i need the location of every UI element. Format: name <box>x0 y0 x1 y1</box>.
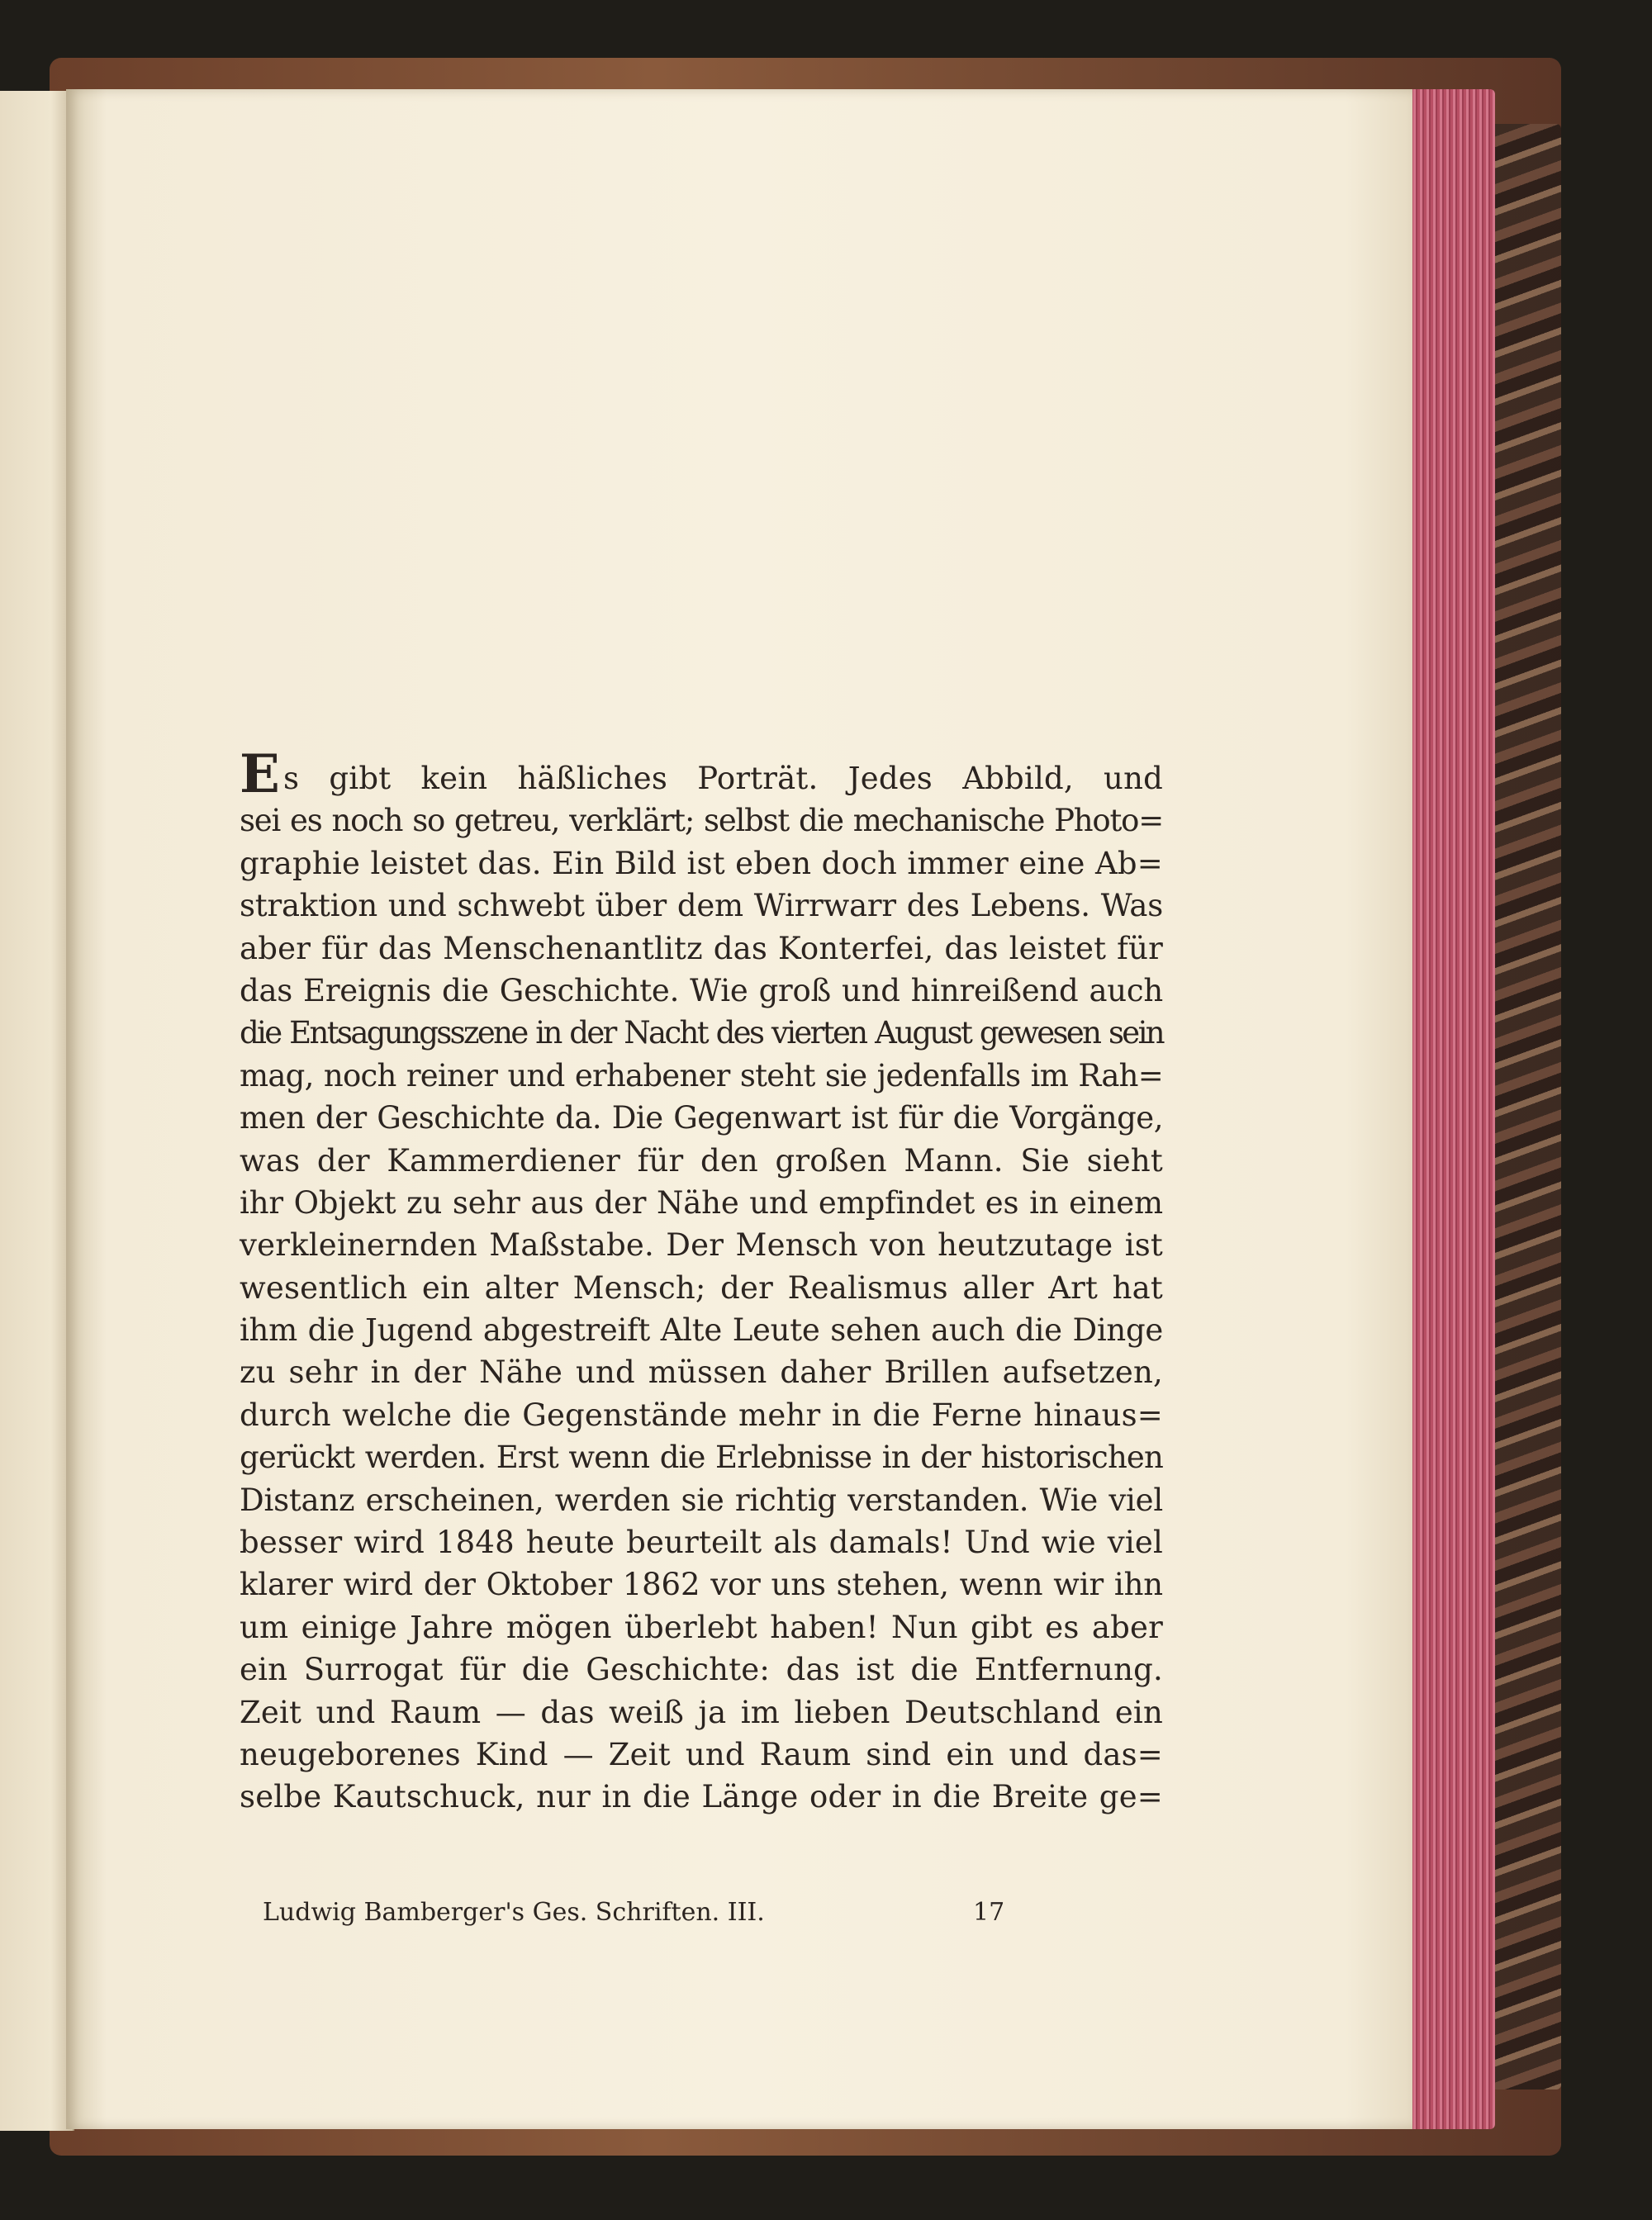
text-line: durch welche die Gegenstände mehr in die Ferne hinaus= <box>240 1397 1163 1433</box>
text-line: um einige Jahre mögen überlebt haben! Nun gibt es aber <box>240 1609 1163 1645</box>
text-line: gerückt werden. Erst wenn die Erlebnisse in der historischen <box>240 1440 1163 1476</box>
text-line: klarer wird der Oktober 1862 vor uns stehen, wenn wir ihn <box>240 1567 1163 1603</box>
text-line: straktion und schwebt über dem Wirrwarr des Lebens. Was <box>240 888 1163 924</box>
page-edges-red <box>1404 89 1495 2129</box>
text-line: neugeborenes Kind — Zeit und Raum sind ein und das= <box>240 1736 1163 1772</box>
drop-cap: E <box>240 743 280 805</box>
text-line: men der Geschichte da. Die Gegenwart ist für die Vorgänge, <box>240 1100 1163 1136</box>
text-line: Distanz erscheinen, werden sie richtig verstanden. Wie viel <box>240 1482 1163 1518</box>
left-page-edge <box>0 91 74 2131</box>
text-line: Zeit und Raum — das weiß ja im lieben Deutschland ein <box>240 1694 1163 1730</box>
text-line: besser wird 1848 heute beurteilt als damals! Und wie viel <box>240 1525 1163 1561</box>
text-line: mag, noch reiner und erhabener steht sie jedenfalls im Rah= <box>240 1057 1163 1093</box>
first-line-rest: s gibt kein häßliches Porträt. Jedes Abbild, und <box>282 761 1163 796</box>
text-line <box>240 743 1163 805</box>
text-line: ihm die Jugend abgestreift Alte Leute sehen auch die Dinge <box>240 1312 1163 1349</box>
text-line: sei es noch so getreu, verklärt; selbst die mechanische Photo= <box>240 803 1163 839</box>
text-line: selbe Kautschuck, nur in die Länge oder in die Breite ge= <box>240 1779 1163 1815</box>
text-line: verkleinernden Maßstabe. Der Mensch von heutzutage ist <box>240 1227 1163 1264</box>
text-line: ein Surrogat für die Geschichte: das ist die Entfernung. <box>240 1652 1163 1688</box>
page-footer <box>263 1898 1006 1939</box>
footer-signature: Ludwig Bamberger's Ges. Schriften. III. <box>263 1898 765 1927</box>
page-number: 17 <box>973 1898 1005 1927</box>
text-line: ihr Objekt zu sehr aus der Nähe und empfindet es in einem <box>240 1184 1163 1221</box>
text-line: das Ereignis die Geschichte. Wie groß und hinreißend auch <box>240 972 1163 1008</box>
text-line: graphie leistet das. Ein Bild ist eben doch immer eine Ab= <box>240 845 1163 881</box>
text-line: zu sehr in der Nähe und müssen daher Brillen aufsetzen, <box>240 1354 1163 1391</box>
body-text <box>240 743 1163 1819</box>
text-line: die Entsagungsszene in der Nacht des vierten August gewesen sein <box>240 1015 1163 1051</box>
text-line: was der Kammerdiener für den großen Mann. Sie sieht <box>240 1142 1163 1179</box>
marbled-cover-edge <box>1487 124 1561 2090</box>
text-line: wesentlich ein alter Mensch; der Realismus aller Art hat <box>240 1269 1163 1306</box>
text-line: aber für das Menschenantlitz das Konterfei, das leistet für <box>240 930 1163 966</box>
